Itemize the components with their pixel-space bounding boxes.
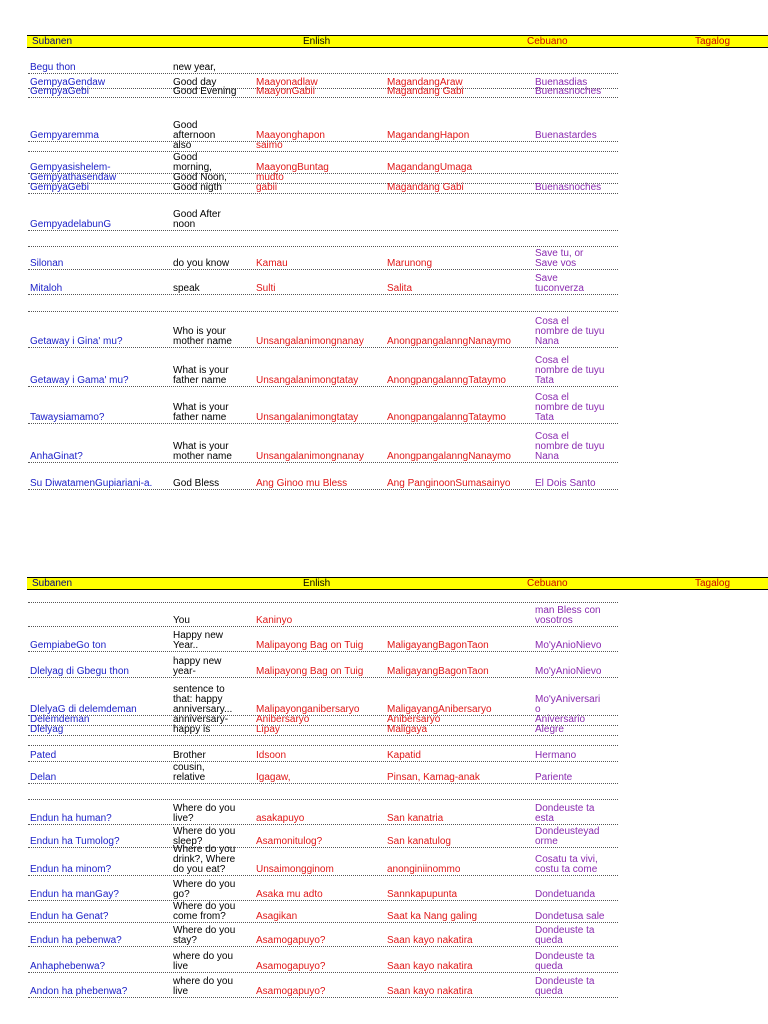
cebuano-cell: Malipayonganibersaryo (256, 704, 360, 715)
tagalog-cell: MaligayangAnibersaryo (387, 704, 492, 715)
subanen-cell: Tawaysiamamo? (30, 412, 105, 423)
tagalog-cell: Salita (387, 283, 413, 294)
tagalog-cell: Maligaya (387, 724, 428, 735)
english-cell: where do you live (173, 951, 234, 972)
english-cell: What is your father name (173, 365, 229, 386)
subanen-cell: Andon ha phebenwa? (30, 986, 128, 997)
table-row (28, 726, 618, 736)
cebuano-cell: Kaninyo (256, 615, 293, 626)
table-row (28, 247, 618, 270)
cebuano-cell: Maayonghapon (256, 130, 325, 141)
table-row (28, 387, 618, 424)
header-cebuano: Cebuano (527, 36, 568, 47)
tagalog-cell: Magandang Gabi (387, 182, 464, 193)
subanen-cell: Endun ha manGay? (30, 889, 119, 900)
spanish-cell: Hermano (535, 750, 577, 761)
tagalog-cell: MaligayangBagonTaon (387, 640, 489, 651)
spanish-cell: Dondeuste ta esta (535, 803, 595, 824)
tagalog-cell: Saan kayo nakatira (387, 986, 473, 997)
english-cell: What is your father name (173, 402, 229, 423)
english-cell: Good nigth (173, 182, 222, 193)
subanen-cell: AnhaGinat? (30, 451, 83, 462)
table-row (28, 312, 618, 348)
subanen-cell: Dlelyag di Gbegu thon (30, 666, 129, 677)
tagalog-cell: AnongpangalanngTataymo (387, 412, 506, 423)
english-cell: Where do you come from? (173, 901, 236, 922)
table-row (28, 152, 618, 174)
subanen-cell: Su DiwatamenGupiariani-a. (30, 478, 153, 489)
table-row (28, 800, 618, 825)
english-cell: happy is (173, 724, 211, 735)
tagalog-cell: AnongpangalanngNanaymo (387, 336, 511, 347)
table-row (28, 746, 618, 762)
subanen-cell: Endun ha Genat? (30, 911, 109, 922)
english-cell: Good After noon (173, 209, 221, 230)
english-cell: new year, (173, 62, 216, 73)
spanish-cell: Buenastardes (535, 130, 597, 141)
english-cell: Good Evening (173, 86, 237, 97)
spanish-cell: Cosa el nombre de tuyu Nana (535, 431, 605, 462)
cebuano-cell: MaayongBuntag (256, 162, 329, 173)
tagalog-cell: Magandang Gabi (387, 86, 464, 97)
table-row (28, 348, 618, 387)
cebuano-cell: Sulti (256, 283, 276, 294)
table-row (28, 603, 618, 627)
header-english: Enlish (303, 578, 331, 589)
spanish-cell: El Dois Santo (535, 478, 596, 489)
english-cell: happy new year- (173, 656, 222, 677)
table-row (28, 231, 618, 247)
english-cell: What is your mother name (173, 441, 232, 462)
tagalog-cell: San kanatulog (387, 836, 451, 847)
cebuano-cell: Unsangalanimongnanay (256, 451, 364, 462)
table-row (28, 48, 618, 74)
tagalog-cell: MagandangHapon (387, 130, 470, 141)
english-cell: Good Noon, (173, 172, 227, 183)
spanish-cell: Mo'yAnioNievo (535, 640, 602, 651)
english-cell: cousin, relative (173, 762, 206, 783)
table-row (28, 194, 618, 231)
tagalog-cell: AnongpangalanngTataymo (387, 375, 506, 386)
subanen-cell: Endun ha human? (30, 813, 112, 824)
spanish-cell: man Bless con vosotros (535, 605, 601, 626)
table-row (28, 463, 618, 490)
subanen-cell: Gempyasishelem- (30, 162, 111, 173)
spanish-cell: Dondeuste ta queda (535, 976, 595, 997)
spanish-cell: Cosa el nombre de tuyu Tata (535, 355, 605, 386)
spanish-cell: Cosatu ta vivi, costu ta come (535, 854, 598, 875)
cebuano-cell: Asaka mu adto (256, 889, 323, 900)
spanish-cell: Aniversario (535, 714, 586, 725)
spanish-cell: Cosa el nombre de tuyu Tata (535, 392, 605, 423)
english-cell: Brother (173, 750, 206, 761)
tagalog-cell: Saan kayo nakatira (387, 961, 473, 972)
english-cell: Good day (173, 77, 217, 88)
subanen-cell: Mitaloh (30, 283, 63, 294)
table-row (28, 947, 618, 973)
table-row (28, 142, 618, 152)
subanen-cell: Getaway i Gina' mu? (30, 336, 123, 347)
english-cell: Happy new Year.. (173, 630, 224, 651)
subanen-cell: GempiabeGo ton (30, 640, 107, 651)
cebuano-cell: Unsangalanimongtatay (256, 412, 359, 423)
subanen-cell: Endun ha minom? (30, 864, 112, 875)
table-row (28, 844, 618, 876)
tagalog-cell: MagandangAraw (387, 77, 463, 88)
header-subanen: Subanen (32, 578, 73, 589)
cebuano-cell: Idsoon (256, 750, 287, 761)
english-cell: God Bless (173, 478, 220, 489)
table-row (28, 736, 618, 746)
english-cell: also (173, 140, 192, 151)
spanish-cell: Save tu, or Save vos (535, 248, 584, 269)
subanen-cell: Silonan (30, 258, 64, 269)
spanish-cell: Dondeuste ta queda (535, 951, 595, 972)
english-cell: speak (173, 283, 200, 294)
table-row (28, 825, 618, 848)
tagalog-cell: MagandangUmaga (387, 162, 473, 173)
table1-header (27, 35, 768, 48)
cebuano-cell: Malipayong Bag on Tuig (256, 666, 364, 677)
table-row (28, 270, 618, 295)
cebuano-cell: Unsangalanimongnanay (256, 336, 364, 347)
cebuano-cell: Asamogapuyo? (256, 935, 326, 946)
cebuano-cell: Maayonadlaw (256, 77, 318, 88)
header-tagalog: Tagalog (695, 36, 731, 47)
english-cell: Where do you drink?, Where do you eat? (173, 844, 236, 875)
spanish-cell: Save tuconverza (535, 273, 584, 294)
spanish-cell: Pariente (535, 772, 573, 783)
spanish-cell: Dondetusa sale (535, 911, 605, 922)
cebuano-cell: Kamau (256, 258, 288, 269)
cebuano-cell: mudto (256, 172, 284, 183)
cebuano-cell: gabii (256, 182, 278, 193)
table-row (28, 98, 618, 142)
cebuano-cell: Asamogapuyo? (256, 961, 326, 972)
spanish-cell: Alegre (535, 724, 564, 735)
header-english: Enlish (303, 36, 331, 47)
header-cebuano: Cebuano (527, 578, 568, 589)
tagalog-cell: Ang PanginoonSumasainyo (387, 478, 511, 489)
spanish-cell: Buenasnoches (535, 182, 602, 193)
cebuano-cell: asakapuyo (256, 813, 305, 824)
header-subanen: Subanen (32, 36, 73, 47)
cebuano-cell: saimo (256, 140, 283, 151)
table-row (28, 174, 618, 184)
spanish-cell: Dondeuste ta queda (535, 925, 595, 946)
table-row (28, 627, 618, 652)
table-row (28, 590, 618, 603)
subanen-cell: Getaway i Gama' mu? (30, 375, 129, 386)
english-cell: Good morning, (173, 152, 212, 173)
english-cell: Where do you live? (173, 803, 236, 824)
cebuano-cell: Lipay (256, 724, 280, 735)
spanish-cell: Mo'yAniversari o (535, 694, 601, 715)
english-cell: do you know (173, 258, 230, 269)
subanen-cell: Pated (30, 750, 57, 761)
tagalog-cell: Pinsan, Kamag-anak (387, 772, 480, 783)
header-tagalog: Tagalog (695, 578, 731, 589)
cebuano-cell: Malipayong Bag on Tuig (256, 640, 364, 651)
table-row (28, 74, 618, 89)
cebuano-cell: Asagikan (256, 911, 298, 922)
english-cell: Good afternoon (173, 120, 216, 141)
table-row (28, 901, 618, 923)
cebuano-cell: Ang Ginoo mu Bless (256, 478, 348, 489)
tagalog-cell: Saan kayo nakatira (387, 935, 473, 946)
table-row (28, 184, 618, 194)
spanish-cell: Buenasnoches (535, 86, 602, 97)
subanen-cell: Begu thon (30, 62, 76, 73)
subanen-cell: Gempyaremma (30, 130, 99, 141)
english-cell: where do you live (173, 976, 234, 997)
spanish-cell: Buenasdias (535, 77, 588, 88)
cebuano-cell: Igagaw, (256, 772, 291, 783)
tagalog-cell: MaligayangBagonTaon (387, 666, 489, 677)
subanen-cell: Endun ha pebenwa? (30, 935, 122, 946)
subanen-cell: GempyadelabunG (30, 219, 112, 230)
table-row (28, 876, 618, 901)
subanen-cell: GempyaGebi (30, 86, 89, 97)
subanen-cell: GempyaGendaw (30, 77, 106, 88)
table-row (28, 762, 618, 784)
table-row (28, 424, 618, 463)
subanen-cell: GempyaGebi (30, 182, 89, 193)
spanish-cell: Dondetuanda (535, 889, 596, 900)
cebuano-cell: Anibersaryo (256, 714, 310, 725)
table-row (28, 86, 618, 98)
tagalog-cell: San kanatria (387, 813, 444, 824)
table-row (28, 652, 618, 678)
spanish-cell: Mo'yAnioNievo (535, 666, 602, 677)
tagalog-cell: Kapatid (387, 750, 421, 761)
spanish-cell: Cosa el nombre de tuyu Nana (535, 316, 605, 347)
table-row (28, 973, 618, 998)
english-cell: Where do you sleep? (173, 826, 236, 847)
subanen-cell: Delemdeman (30, 714, 90, 725)
cebuano-cell: MaayonGabii (256, 86, 315, 97)
english-cell: Who is your mother name (173, 326, 232, 347)
english-cell: sentence to that: happy anniversary... (173, 684, 233, 715)
english-cell: Where do you stay? (173, 925, 236, 946)
tagalog-cell: Marunong (387, 258, 433, 269)
cebuano-cell: Unsaimongginom (256, 864, 334, 875)
subanen-cell: Gempyathasendaw (30, 172, 117, 183)
tagalog-cell: Anibersaryo (387, 714, 441, 725)
table-row (28, 784, 618, 800)
table-row (28, 923, 618, 947)
subanen-cell: Anhaphebenwa? (30, 961, 106, 972)
table2-header (27, 577, 768, 590)
english-cell: Where do you go? (173, 879, 236, 900)
subanen-cell: Endun ha Tumolog? (30, 836, 120, 847)
cebuano-cell: Unsangalanimongtatay (256, 375, 359, 386)
english-cell: anniversary- (173, 714, 229, 725)
spanish-cell: Dondeusteyad orme (535, 826, 600, 847)
subanen-cell: DlelyaG di delemdeman (30, 704, 137, 715)
cebuano-cell: Asamonitulog? (256, 836, 323, 847)
english-cell: You (173, 615, 190, 626)
tagalog-cell: Sannkapupunta (387, 889, 458, 900)
table-row (28, 295, 618, 312)
cebuano-cell: Asamogapuyo? (256, 986, 326, 997)
tagalog-cell: AnongpangalanngNanaymo (387, 451, 511, 462)
tagalog-cell: anonginiinommo (387, 864, 461, 875)
subanen-cell: Delan (30, 772, 57, 783)
subanen-cell: Dlelyag (30, 724, 64, 735)
table-row (28, 716, 618, 726)
tagalog-cell: Saat ka Nang galing (387, 911, 478, 922)
table-row (28, 678, 618, 716)
